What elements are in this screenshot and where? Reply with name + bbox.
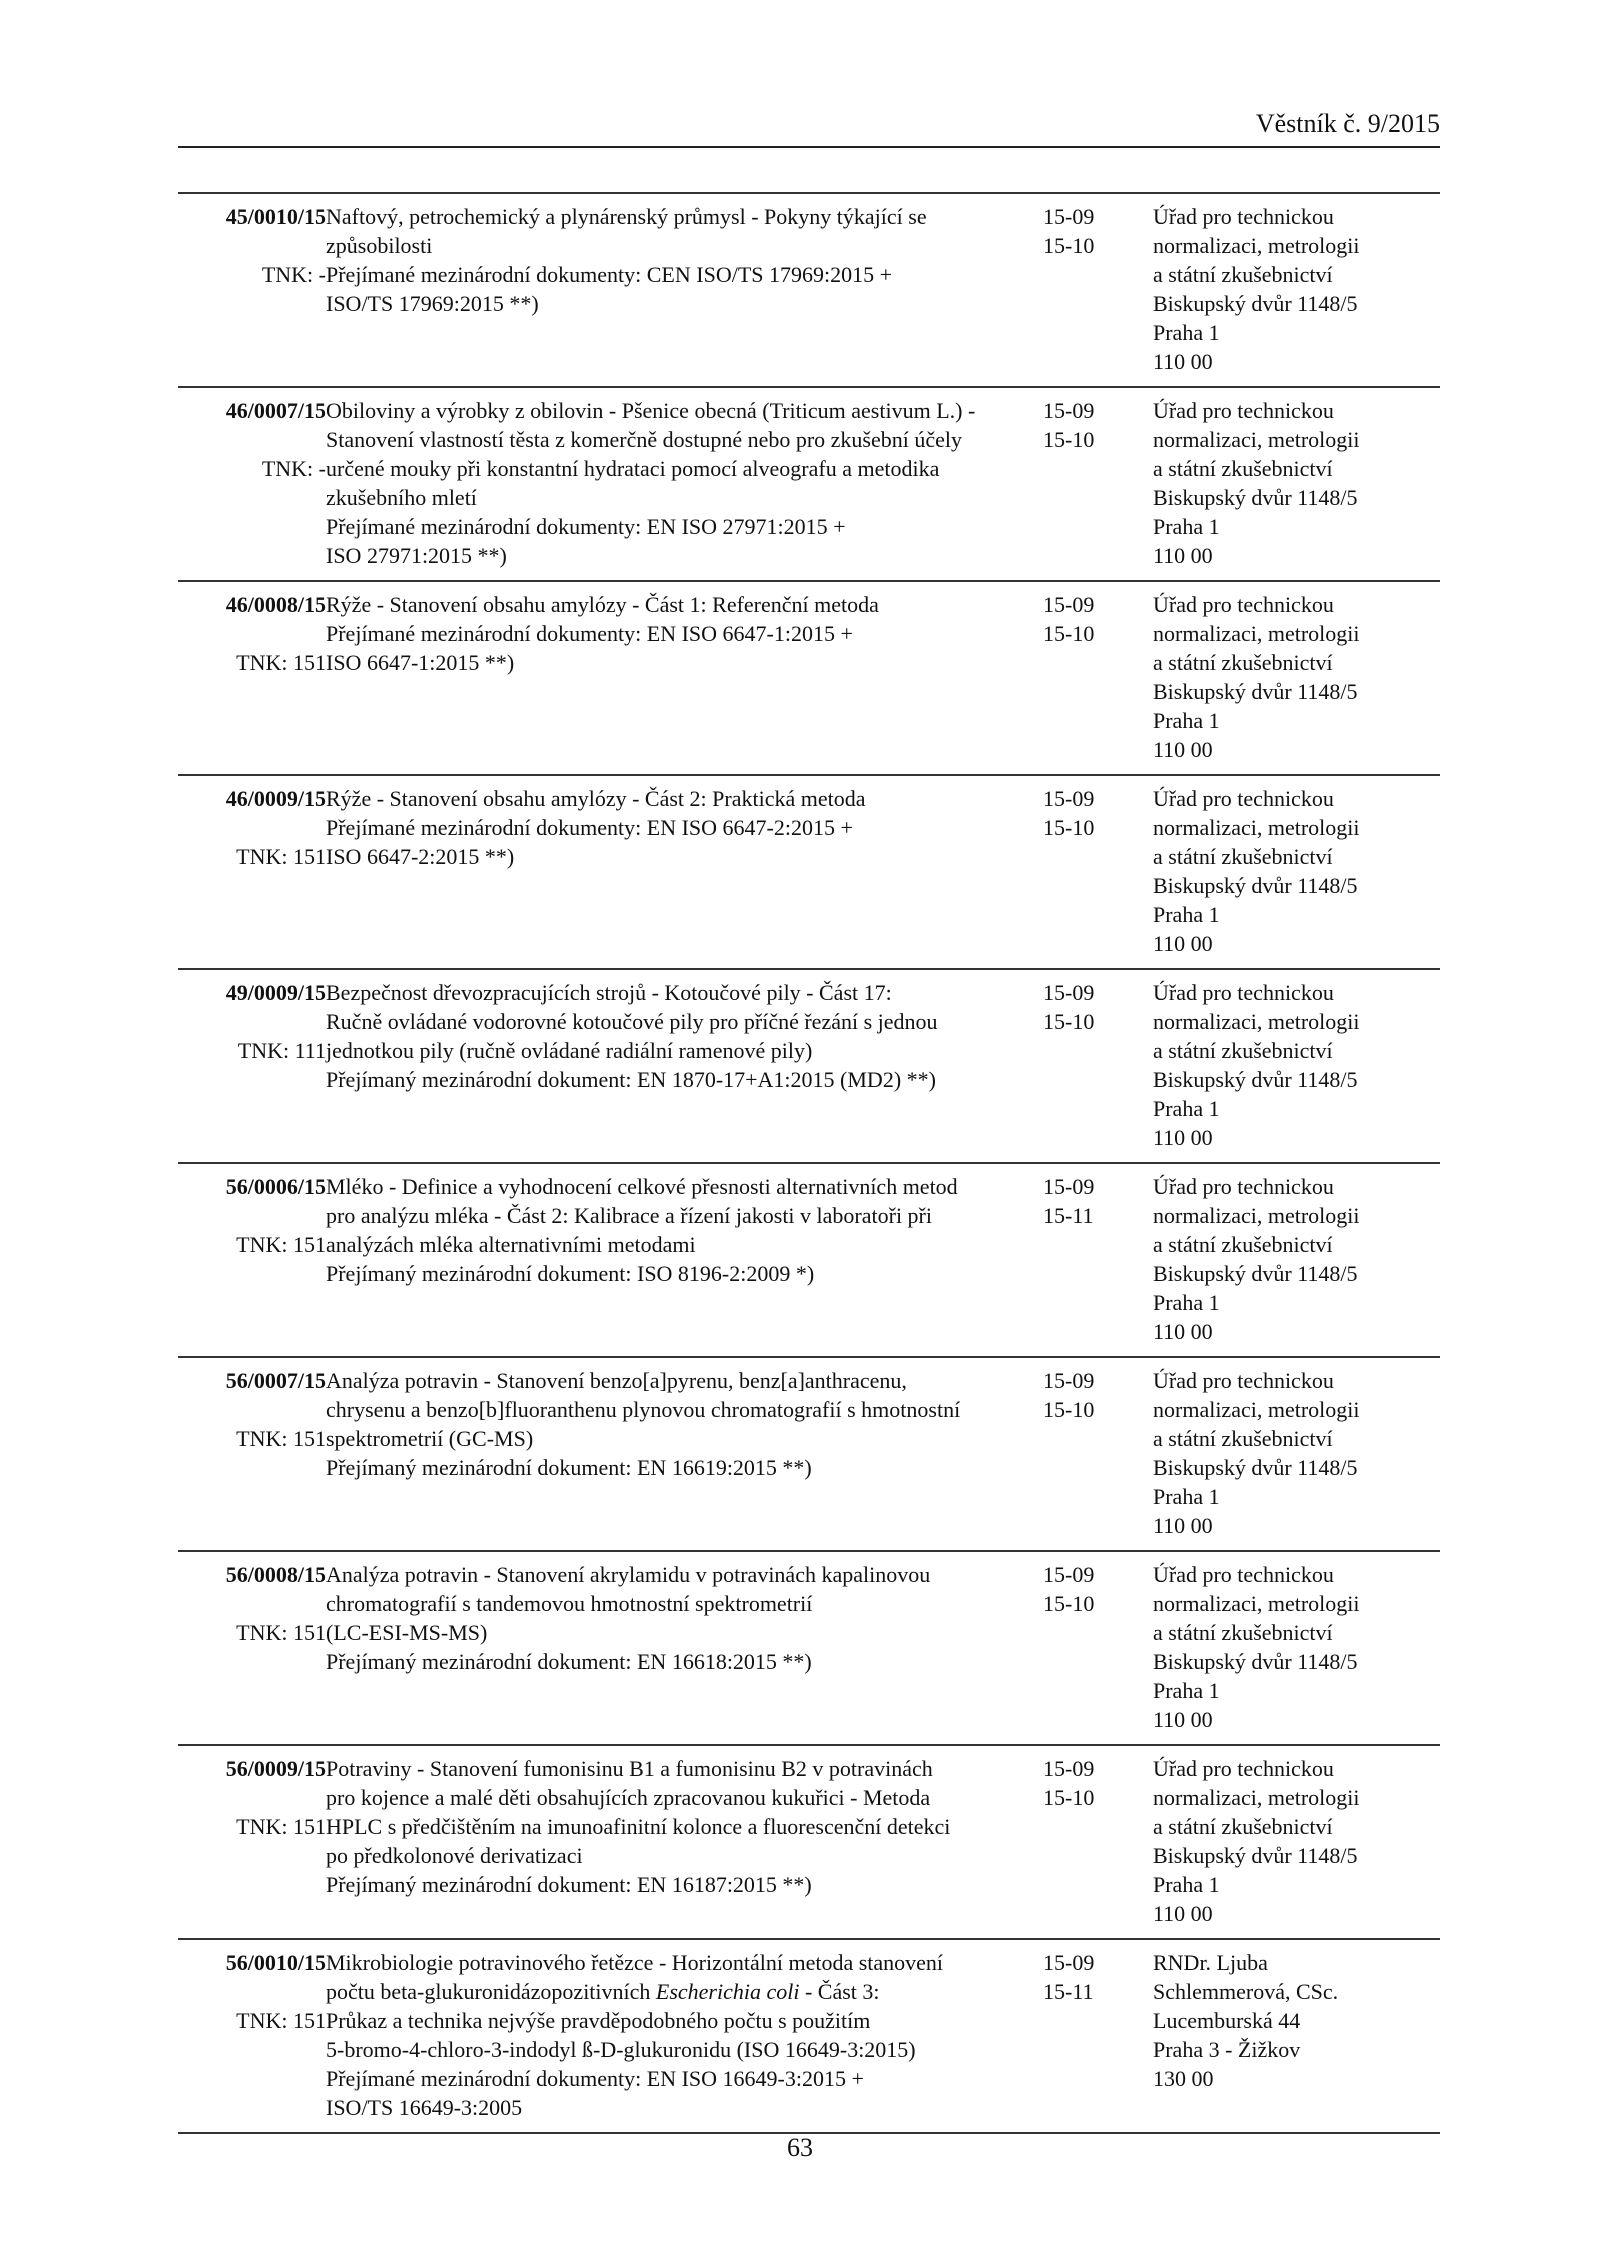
page-header [178, 110, 1440, 148]
address-line: Lucemburská 44 [1153, 2008, 1301, 2033]
entry-code: 46/0007/15 [225, 398, 326, 423]
date-line: 15-10 [1043, 1591, 1095, 1616]
address-line: normalizaci, metrologii [1153, 233, 1360, 258]
date-line: 15-10 [1043, 1397, 1095, 1422]
description-line: Stanovení vlastností těsta z komerčně dostupné nebo pro zkušební účely [326, 427, 963, 452]
date-line: 15-09 [1043, 1950, 1095, 1975]
description-line: počtu beta-glukuronidázopozitivních Escherichia coli - Část 3: [326, 1979, 880, 2004]
entry-tnk: TNK: - [261, 456, 326, 481]
entry-tnk: TNK: 151 [236, 1232, 326, 1257]
entry-id-cell [178, 969, 326, 1163]
address-line: a státní zkušebnictví [1153, 1038, 1333, 1063]
date-line: 15-09 [1043, 1174, 1095, 1199]
entry-tnk: TNK: 151 [236, 2008, 326, 2033]
address-line: Biskupský dvůr 1148/5 [1153, 1649, 1358, 1674]
description-line: Naftový, petrochemický a plynárenský průmysl - Pokyny týkající se [326, 204, 927, 229]
entry-description [326, 1357, 1043, 1551]
entry-id-cell [178, 1357, 326, 1551]
entry-description [326, 1939, 1043, 2133]
entry-dates [1043, 387, 1153, 581]
description-line: určené mouky při konstantní hydrataci pomocí alveografu a metodika [326, 456, 940, 481]
entry-code: 45/0010/15 [225, 204, 326, 229]
address-line: Praha 1 [1153, 902, 1220, 927]
address-line: 110 00 [1153, 543, 1213, 568]
date-line: 15-09 [1043, 204, 1095, 229]
address-line: Biskupský dvůr 1148/5 [1153, 485, 1358, 510]
entry-id-cell [178, 1745, 326, 1939]
address-line: RNDr. Ljuba [1153, 1950, 1268, 1975]
address-line: a státní zkušebnictví [1153, 1814, 1333, 1839]
description-line: ISO 27971:2015 **) [326, 543, 507, 568]
address-line: Praha 3 - Žižkov [1153, 2037, 1301, 2062]
description-line: Potraviny - Stanovení fumonisinu B1 a fumonisinu B2 v potravinách [326, 1756, 933, 1781]
entry-address [1153, 1939, 1440, 2133]
address-line: Úřad pro technickou [1153, 786, 1334, 811]
entry-address [1153, 193, 1440, 387]
entry-tnk: TNK: 151 [236, 650, 326, 675]
description-line: Obiloviny a výrobky z obilovin - Pšenice obecná (Triticum aestivum L.) - [326, 398, 976, 423]
address-line: Biskupský dvůr 1148/5 [1153, 679, 1358, 704]
table-row [178, 969, 1440, 1163]
description-line: analýzách mléka alternativními metodami [326, 1232, 696, 1257]
address-line: normalizaci, metrologii [1153, 1591, 1360, 1616]
address-line: a státní zkušebnictví [1153, 456, 1333, 481]
date-line: 15-10 [1043, 427, 1095, 452]
journal-title: Věstník č. 9/2015 [1255, 109, 1440, 138]
page-number: 63 [787, 2133, 813, 2162]
description-line: ISO/TS 17969:2015 **) [326, 291, 539, 316]
table-row [178, 193, 1440, 387]
address-line: a státní zkušebnictví [1153, 1426, 1333, 1451]
description-line: Přejímaný mezinárodní dokument: EN 16187:2015 **) [326, 1872, 812, 1897]
date-line: 15-09 [1043, 1756, 1095, 1781]
date-line: 15-11 [1043, 1979, 1094, 2004]
address-line: Schlemmerová, CSc. [1153, 1979, 1339, 2004]
date-line: 15-10 [1043, 621, 1095, 646]
entry-id-cell [178, 1163, 326, 1357]
entry-description [326, 775, 1043, 969]
entry-address [1153, 1357, 1440, 1551]
address-line: a státní zkušebnictví [1153, 1620, 1333, 1645]
address-line: 110 00 [1153, 1901, 1213, 1926]
address-line: Biskupský dvůr 1148/5 [1153, 1455, 1358, 1480]
description-line: Přejímané mezinárodní dokumenty: EN ISO 27971:2015 + [326, 514, 846, 539]
entry-dates [1043, 775, 1153, 969]
entry-id-cell [178, 1551, 326, 1745]
address-line: 110 00 [1153, 1319, 1213, 1344]
description-line: Ručně ovládané vodorovné kotoučové pily pro příčné řezání s jednou [326, 1009, 938, 1034]
description-line: Přejímaný mezinárodní dokument: EN 16618:2015 **) [326, 1649, 812, 1674]
address-line: normalizaci, metrologii [1153, 815, 1360, 840]
standards-table-body [178, 193, 1440, 2133]
table-row [178, 1745, 1440, 1939]
description-line: Mikrobiologie potravinového řetězce - Horizontální metoda stanovení [326, 1950, 944, 1975]
address-line: normalizaci, metrologii [1153, 1009, 1360, 1034]
entry-tnk: TNK: 151 [236, 1620, 326, 1645]
entry-dates [1043, 1939, 1153, 2133]
address-line: Praha 1 [1153, 1872, 1220, 1897]
address-line: Úřad pro technickou [1153, 204, 1334, 229]
entry-code: 56/0008/15 [225, 1562, 326, 1587]
entry-description [326, 1163, 1043, 1357]
description-line: HPLC s předčištěním na imunoafinitní kolonce a fluorescenční detekci [326, 1814, 951, 1839]
description-line: (LC-ESI-MS-MS) [326, 1620, 488, 1645]
date-line: 15-09 [1043, 980, 1095, 1005]
table-row [178, 1939, 1440, 2133]
address-line: a státní zkušebnictví [1153, 844, 1333, 869]
address-line: Úřad pro technickou [1153, 398, 1334, 423]
description-line: zkušebního mletí [326, 485, 477, 510]
entry-description [326, 1551, 1043, 1745]
entry-code: 56/0010/15 [225, 1950, 326, 1975]
table-row [178, 1163, 1440, 1357]
address-line: Biskupský dvůr 1148/5 [1153, 291, 1358, 316]
address-line: normalizaci, metrologii [1153, 427, 1360, 452]
description-line: pro analýzu mléka - Část 2: Kalibrace a řízení jakosti v laboratoři při [326, 1203, 932, 1228]
description-line: Přejímané mezinárodní dokumenty: EN ISO 6647-2:2015 + [326, 815, 853, 840]
entry-tnk: TNK: 151 [236, 844, 326, 869]
entry-dates [1043, 1163, 1153, 1357]
address-line: Úřad pro technickou [1153, 1756, 1334, 1781]
address-line: 110 00 [1153, 737, 1213, 762]
entry-code: 56/0007/15 [225, 1368, 326, 1393]
address-line: Úřad pro technickou [1153, 1562, 1334, 1587]
standards-table [178, 192, 1440, 2134]
address-line: Biskupský dvůr 1148/5 [1153, 1843, 1358, 1868]
description-line: ISO 6647-2:2015 **) [326, 844, 515, 869]
description-line: Mléko - Definice a vyhodnocení celkové přesnosti alternativních metod [326, 1174, 958, 1199]
entry-tnk: TNK: - [261, 262, 326, 287]
description-line: Rýže - Stanovení obsahu amylózy - Část 1: Referenční metoda [326, 592, 879, 617]
entry-address [1153, 1551, 1440, 1745]
description-line: po předkolonové derivatizaci [326, 1843, 583, 1868]
table-row [178, 775, 1440, 969]
date-line: 15-11 [1043, 1203, 1094, 1228]
address-line: Praha 1 [1153, 708, 1220, 733]
entry-dates [1043, 193, 1153, 387]
description-line: jednotkou pily (ručně ovládané radiální ramenové pily) [326, 1038, 813, 1063]
description-line: Přejímané mezinárodní dokumenty: EN ISO 16649-3:2015 + [326, 2066, 864, 2091]
entry-dates [1043, 581, 1153, 775]
table-row [178, 1357, 1440, 1551]
entry-id-cell [178, 1939, 326, 2133]
address-line: Praha 1 [1153, 1484, 1220, 1509]
entry-description [326, 1745, 1043, 1939]
description-line: Rýže - Stanovení obsahu amylózy - Část 2: Praktická metoda [326, 786, 866, 811]
address-line: Úřad pro technickou [1153, 592, 1334, 617]
address-line: Úřad pro technickou [1153, 1174, 1334, 1199]
description-line: Průkaz a technika nejvýše pravděpodobného počtu s použitím [326, 2008, 871, 2033]
table-row [178, 387, 1440, 581]
entry-dates [1043, 1551, 1153, 1745]
entry-description [326, 387, 1043, 581]
description-line: ISO/TS 16649-3:2005 [326, 2095, 523, 2120]
description-line: pro kojence a malé děti obsahujících zpracovanou kukuřici - Metoda [326, 1785, 931, 1810]
address-line: Praha 1 [1153, 1096, 1220, 1121]
date-line: 15-10 [1043, 1785, 1095, 1810]
description-line: Přejímané mezinárodní dokumenty: CEN ISO/TS 17969:2015 + [326, 262, 893, 287]
entry-id-cell [178, 387, 326, 581]
entry-address [1153, 387, 1440, 581]
entry-code: 56/0006/15 [225, 1174, 326, 1199]
entry-address [1153, 581, 1440, 775]
description-line: Přejímaný mezinárodní dokument: EN 16619:2015 **) [326, 1455, 812, 1480]
entry-tnk: TNK: 111 [237, 1038, 326, 1063]
address-line: normalizaci, metrologii [1153, 1397, 1360, 1422]
entry-id-cell [178, 193, 326, 387]
address-line: Biskupský dvůr 1148/5 [1153, 1261, 1358, 1286]
address-line: Biskupský dvůr 1148/5 [1153, 873, 1358, 898]
description-line: ISO 6647-1:2015 **) [326, 650, 515, 675]
address-line: Praha 1 [1153, 1678, 1220, 1703]
entry-id-cell [178, 581, 326, 775]
address-line: Praha 1 [1153, 1290, 1220, 1315]
entry-description [326, 193, 1043, 387]
address-line: 110 00 [1153, 1513, 1213, 1538]
description-line: Přejímaný mezinárodní dokument: ISO 8196-2:2009 *) [326, 1261, 815, 1286]
table-row [178, 1551, 1440, 1745]
description-line: 5-bromo-4-chloro-3-indodyl ß-D-glukuronidu (ISO 16649-3:2015) [326, 2037, 916, 2062]
address-line: a státní zkušebnictví [1153, 262, 1333, 287]
entry-address [1153, 969, 1440, 1163]
entry-dates [1043, 1357, 1153, 1551]
description-line: Přejímané mezinárodní dokumenty: EN ISO 6647-1:2015 + [326, 621, 853, 646]
description-line: Bezpečnost dřevozpracujících strojů - Kotoučové pily - Část 17: [326, 980, 892, 1005]
description-line: způsobilosti [326, 233, 433, 258]
address-line: a státní zkušebnictví [1153, 1232, 1333, 1257]
address-line: normalizaci, metrologii [1153, 621, 1360, 646]
date-line: 15-09 [1043, 398, 1095, 423]
address-line: 110 00 [1153, 1125, 1213, 1150]
date-line: 15-10 [1043, 233, 1095, 258]
entry-address [1153, 1745, 1440, 1939]
entry-dates [1043, 969, 1153, 1163]
entry-code: 56/0009/15 [225, 1756, 326, 1781]
address-line: 110 00 [1153, 931, 1213, 956]
date-line: 15-10 [1043, 815, 1095, 840]
entry-description [326, 581, 1043, 775]
description-line: spektrometrií (GC-MS) [326, 1426, 534, 1451]
address-line: Praha 1 [1153, 514, 1220, 539]
entry-tnk: TNK: 151 [236, 1426, 326, 1451]
address-line: 110 00 [1153, 1707, 1213, 1732]
date-line: 15-09 [1043, 1368, 1095, 1393]
description-line: Analýza potravin - Stanovení benzo[a]pyrenu, benz[a]anthracenu, [326, 1368, 907, 1393]
entry-code: 49/0009/15 [225, 980, 326, 1005]
entry-id-cell [178, 775, 326, 969]
description-line: chrysenu a benzo[b]fluoranthenu plynovou chromatografií s hmotnostní [326, 1397, 961, 1422]
description-line: Přejímaný mezinárodní dokument: EN 1870-17+A1:2015 (MD2) **) [326, 1067, 936, 1092]
description-line: chromatografií s tandemovou hmotnostní spektrometrií [326, 1591, 813, 1616]
description-line: Analýza potravin - Stanovení akrylamidu v potravinách kapalinovou [326, 1562, 931, 1587]
address-line: normalizaci, metrologii [1153, 1203, 1360, 1228]
address-line: a státní zkušebnictví [1153, 650, 1333, 675]
table-row [178, 581, 1440, 775]
date-line: 15-09 [1043, 1562, 1095, 1587]
address-line: Úřad pro technickou [1153, 1368, 1334, 1393]
date-line: 15-09 [1043, 786, 1095, 811]
address-line: Úřad pro technickou [1153, 980, 1334, 1005]
entry-code: 46/0008/15 [225, 592, 326, 617]
address-line: Biskupský dvůr 1148/5 [1153, 1067, 1358, 1092]
entry-dates [1043, 1745, 1153, 1939]
entry-tnk: TNK: 151 [236, 1814, 326, 1839]
date-line: 15-10 [1043, 1009, 1095, 1034]
entry-description [326, 969, 1043, 1163]
address-line: 110 00 [1153, 349, 1213, 374]
address-line: normalizaci, metrologii [1153, 1785, 1360, 1810]
entry-address [1153, 775, 1440, 969]
date-line: 15-09 [1043, 592, 1095, 617]
entry-address [1153, 1163, 1440, 1357]
entry-code: 46/0009/15 [225, 786, 326, 811]
address-line: 130 00 [1153, 2066, 1214, 2091]
italic-species-name: Escherichia coli [655, 1979, 800, 2004]
address-line: Praha 1 [1153, 320, 1220, 345]
